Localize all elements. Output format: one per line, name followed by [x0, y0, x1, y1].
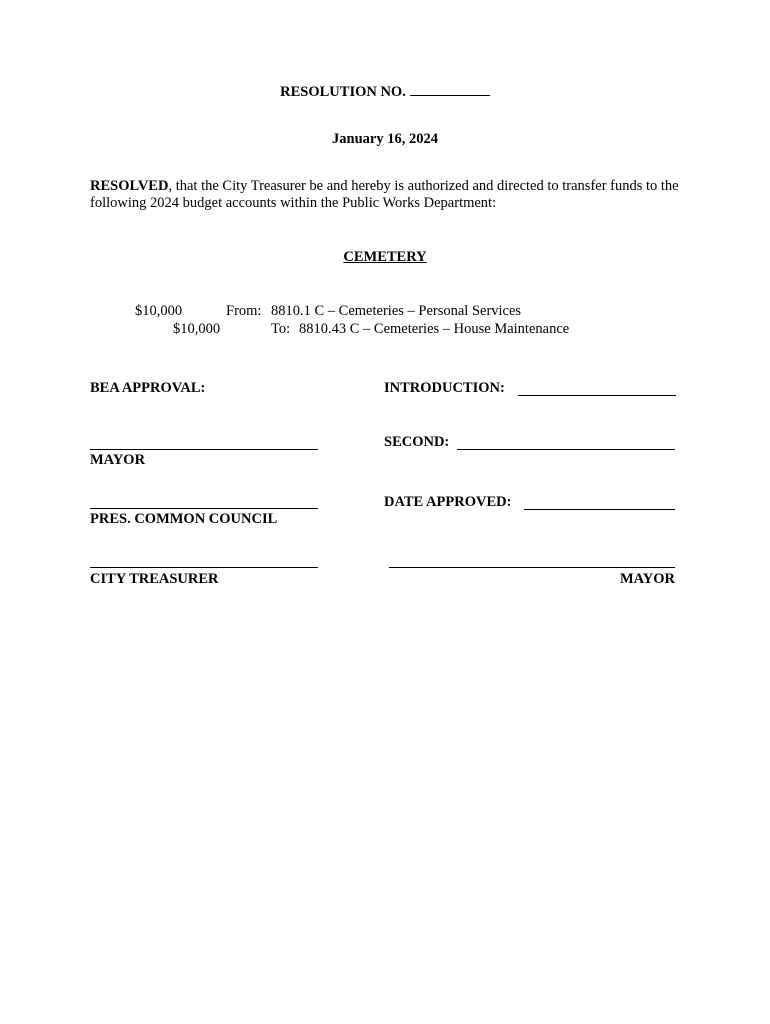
- treasurer-signature-line: [90, 567, 318, 568]
- section-heading: CEMETERY: [343, 249, 427, 265]
- date-approved-label: DATE APPROVED:: [384, 494, 512, 510]
- mayor-signature-line: [90, 449, 318, 450]
- council-signature-line: [90, 508, 318, 509]
- resolved-paragraph: [90, 178, 690, 212]
- resolution-title: [0, 83, 770, 101]
- introduction-line: [518, 395, 676, 396]
- treasurer-signature-label: CITY TREASURER: [90, 571, 219, 587]
- mayor-approval-signature-label: MAYOR: [619, 571, 675, 587]
- resolved-lead: RESOLVED: [90, 178, 169, 194]
- transfer-to-account: 8810.43 C – Cemeteries – House Maintenance: [299, 321, 570, 337]
- second-label: SECOND:: [384, 434, 450, 450]
- bea-approval-label: BEA APPROVAL:: [90, 380, 206, 396]
- introduction-label: INTRODUCTION:: [384, 380, 505, 396]
- transfer-from-label: From:: [226, 303, 262, 319]
- transfer-to-label: To:: [271, 321, 291, 337]
- resolution-date: January 16, 2024: [332, 131, 438, 147]
- mayor-approval-signature-line: [389, 567, 675, 568]
- date-approved-line: [524, 509, 675, 510]
- transfer-from-amount: $10,000: [135, 303, 183, 319]
- transfer-to-amount: $10,000: [173, 321, 221, 337]
- council-signature-label: PRES. COMMON COUNCIL: [90, 511, 278, 527]
- second-line: [457, 449, 675, 450]
- mayor-signature-label: MAYOR: [90, 452, 146, 468]
- transfer-from-account: 8810.1 C – Cemeteries – Personal Services: [271, 303, 522, 319]
- resolution-number-blank: [410, 83, 490, 96]
- resolved-text: , that the City Treasurer be and hereby is authorized and directed to transfer funds to the following 2024 budget accounts within the Public Works Department:: [90, 178, 679, 211]
- resolution-title-text: RESOLUTION NO.: [280, 84, 406, 100]
